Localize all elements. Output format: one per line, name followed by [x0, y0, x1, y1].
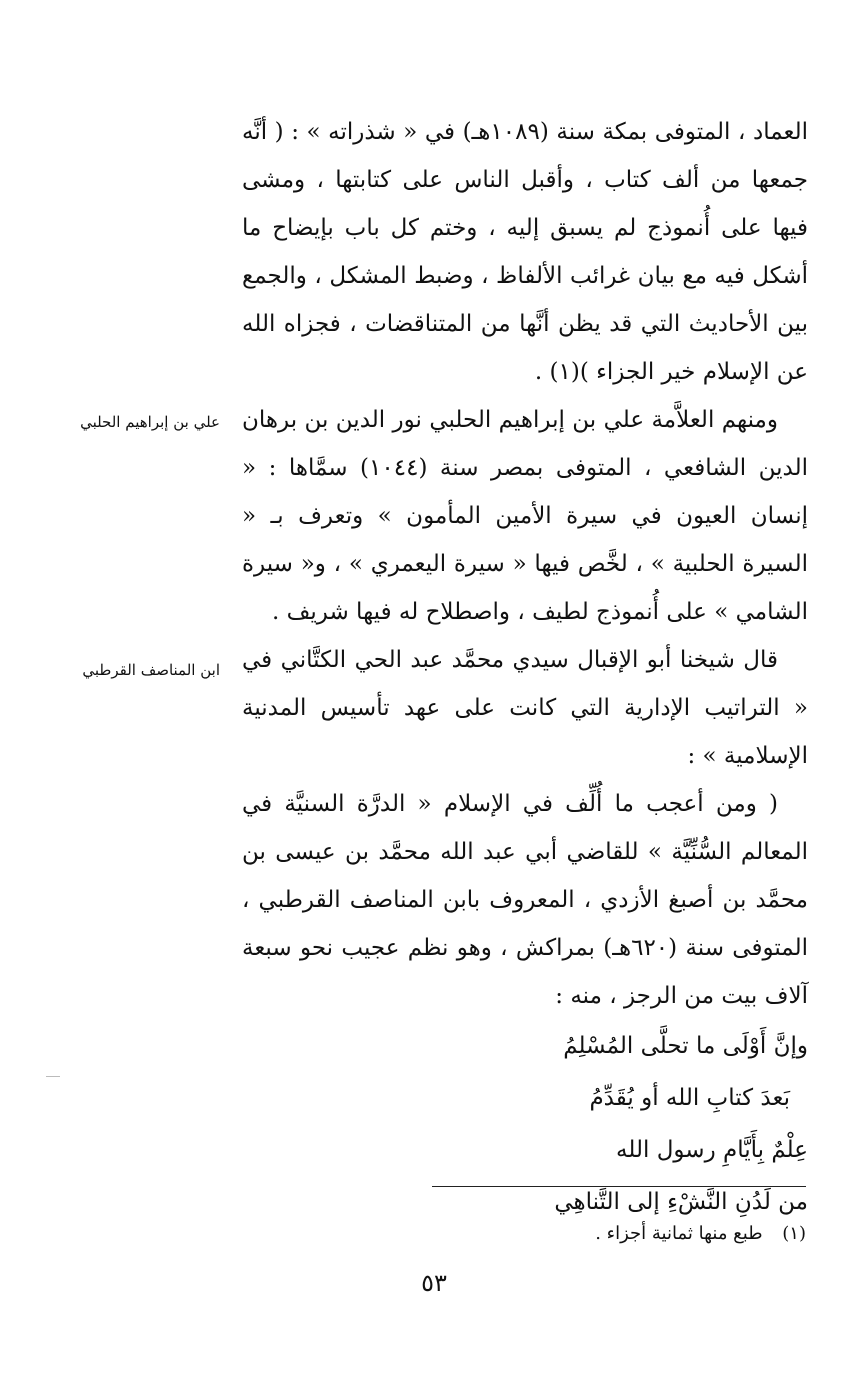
page-number: ٥٣ — [421, 1269, 447, 1297]
footnote-separator — [432, 1186, 806, 1187]
verse-line-4: من لَدُنِ النَّشْءِ إلى التَّناهِي — [554, 1189, 808, 1215]
main-text — [242, 108, 808, 1228]
paragraph-3: قال شيخنا أبو الإقبال سيدي محمَّد عبد الحي الكتَّاني في « التراتيب الإدارية التي كانت على عهد تأسيس المدنية الإسلامية » : — [242, 647, 808, 769]
paragraph-4: ( ومن أعجب ما أُلِّف في الإسلام « الدرَّة السنيَّة في المعالم السُّنِّيَّة » للقاضي أبي عبد الله محمَّد بن عيسى بن محمَّد بن أصبغ الأزدي ، المعروف بابن المناصف القرطبي ، المتوفى سنة (٦٢٠هـ) بمراكش ، وهو نظم عجيب نحو سبعة آلاف بيت من الرجز ، منه : — [242, 791, 808, 1009]
footnote — [432, 1220, 806, 1248]
paragraph-2: ومنهم العلاَّمة علي بن إبراهيم الحلبي نور الدين بن برهان الدين الشافعي ، المتوفى بمصر سنة (١٠٤٤) سمَّاها : « إنسان العيون في سيرة الأمين المأمون » وتعرف بـ « السيرة الحلبية » ، لخَّص فيها « سيرة اليعمري » ، و« سيرة الشامي » على أُنموذج لطيف ، واصطلاح له فيها شريف . — [242, 407, 808, 625]
margin-note-qurtubi: ابن المناصف القرطبي — [82, 661, 220, 679]
verse-line-2: بَعدَ كتابِ الله أو يُقَدِّمُ — [589, 1085, 790, 1111]
footnote-text: طبع منها ثمانية أجزاء . — [595, 1223, 763, 1244]
margin-mark — [46, 1076, 60, 1077]
paragraph-1: العماد ، المتوفى بمكة سنة (١٠٨٩هـ) في « شذراته » : ( أنَّه جمعها من ألف كتاب ، وأقبل الناس على كتابتها ، ومشى فيها على أُنموذج لم يسبق إليه ، وختم كل باب بإيضاح ما أشكل فيه مع بيان غرائب الألفاظ ، وضبط المشكل ، والجمع بين الأحاديث التي قد يظن أنَّها من المتناقضات ، فجزاه الله عن الإسلام خير الجزاء )(١) . — [242, 119, 808, 385]
verse-line-1: وإنَّ أَوْلَى ما تحلَّى المُسْلِمُ — [563, 1033, 808, 1059]
margin-note-halabi: علي بن إبراهيم الحلبي — [80, 413, 220, 431]
footnote-number: (١) — [782, 1223, 806, 1244]
verse-line-3: عِلْمٌ بِأَيَّامِ رسول الله — [616, 1137, 808, 1163]
